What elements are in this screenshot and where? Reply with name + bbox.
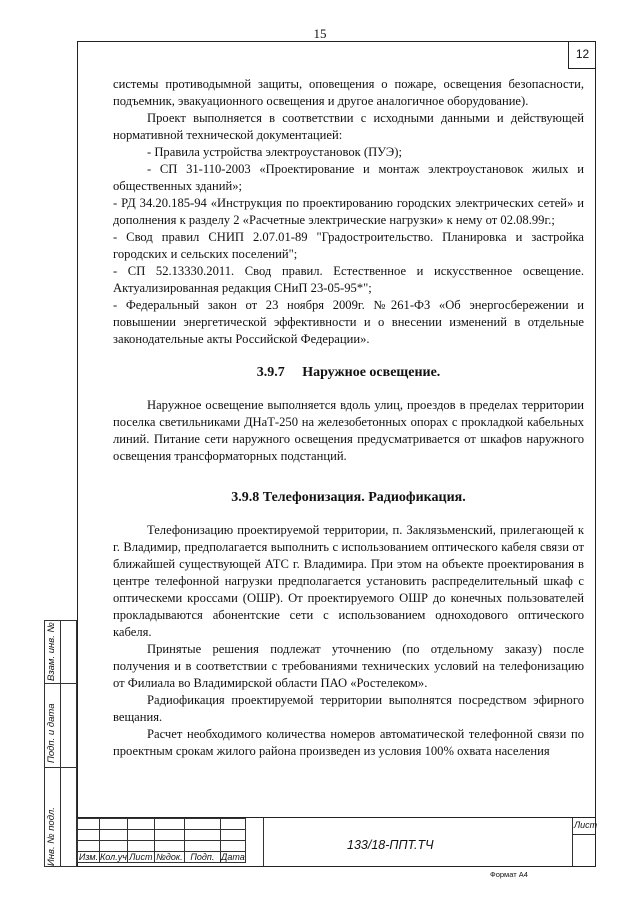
margin-strip — [44, 620, 77, 867]
section-heading: 3.9.7 Наружное освещение. — [256, 365, 441, 380]
list-item: - Правила устройства электроустановок (ПУЭ); — [147, 145, 402, 159]
paragraph: Телефонизацию проектируемой территории, п. Заклязьменский, прилегающей к г. Владимир, предполагается выполнить с использованием оптического кабеля связи от ближайшей существующей АТС г. Владимира. При этом на объекте проектирования в центре телефонной нагрузки предполагается установить распределительный шкаф с оптическеми кроссами (ОШР). От проектируемого ОШР до конечных пользователей прокладываются абонентские сети с использованием одноходового оптического кабеля. — [113, 523, 584, 639]
document-code: 133/18-ППТ.ТЧ — [347, 838, 434, 852]
col-kolich: Кол.уч — [100, 852, 127, 862]
title-block — [77, 817, 596, 867]
page-number: 15 — [313, 26, 327, 41]
col-list: Лист — [129, 852, 153, 862]
section-heading: 3.9.8 Телефонизация. Радиофикация. — [231, 490, 466, 505]
paragraph: Наружное освещение выполняется вдоль улиц, проездов в пределах территории поселка светильниками ДНаТ-250 на железобетонных опорах с прокладкой кабельных линий. Питание сети наружного освещения предусматривается от шкафов наружного освещения трансформаторных подстанций. — [113, 398, 584, 463]
list-item: - Свод правил СНИП 2.07.01-89 "Градостроительство. Планировка и застройка городских и сельских поселений"; — [113, 230, 584, 261]
vzam-label: Взам. инв. № — [46, 622, 57, 681]
document-body — [113, 76, 584, 760]
list-item: - СП 31-110-2003 «Проектирование и монтаж электроустановок жилых и общественных зданий»; — [113, 162, 584, 193]
format-label: Формат А4 — [490, 870, 528, 879]
col-podp: Подп. — [184, 852, 220, 863]
podp-label: Подп. и дата — [46, 703, 57, 763]
paragraph: системы противодымной защиты, оповещения о пожаре, освещения безопасности, подъемник, эвакуационного освещения и другое аналогичное оборудование). — [113, 77, 584, 108]
list-item: - СП 52.13330.2011. Свод правил. Естественное и искусственное освещение. Актуализированная редакция СНиП 23-05-95*"; — [113, 264, 584, 295]
sheet-label: Лист — [574, 820, 598, 830]
paragraph: Радиофикация проектируемой территории выполнятся посредством эфирного вещания. — [113, 693, 584, 724]
title-block-table — [77, 818, 246, 863]
paragraph: Расчет необходимого количества номеров автоматической телефонной связи по проектным срокам жилого района произведен из условия 100% охвата населения — [113, 727, 584, 758]
col-data: Дата — [220, 852, 245, 862]
paragraph: Принятые решения подлежат уточнению (по отдельному заказу) после получения и в соответствии с требованиями технических условий на телефонизацию от Филиала во Владимирской области ПАО «Ростелеком». — [113, 642, 584, 690]
list-item: - Федеральный закон от 23 ноября 2009г. №261-ФЗ «Об энергосбережении и повышении энергетической эффективности и о внесении изменений в отдельные законодательные акты Российской Федерации». — [113, 298, 584, 346]
sheet-number-box: 12 — [568, 41, 596, 69]
paragraph: Проект выполняется в соответствии с исходными данными и действующей нормативной технической документацией: — [113, 111, 584, 142]
inv-label: Инв. № подл. — [46, 807, 57, 866]
col-ndok: №док. — [156, 852, 183, 862]
col-izm: Изм. — [78, 852, 99, 862]
list-item: - РД 34.20.185-94 «Инструкция по проектированию городских электрических сетей» и дополнения к разделу 2 «Расчетные электрические нагрузки» к нему от 02.08.99г.; — [113, 196, 584, 227]
